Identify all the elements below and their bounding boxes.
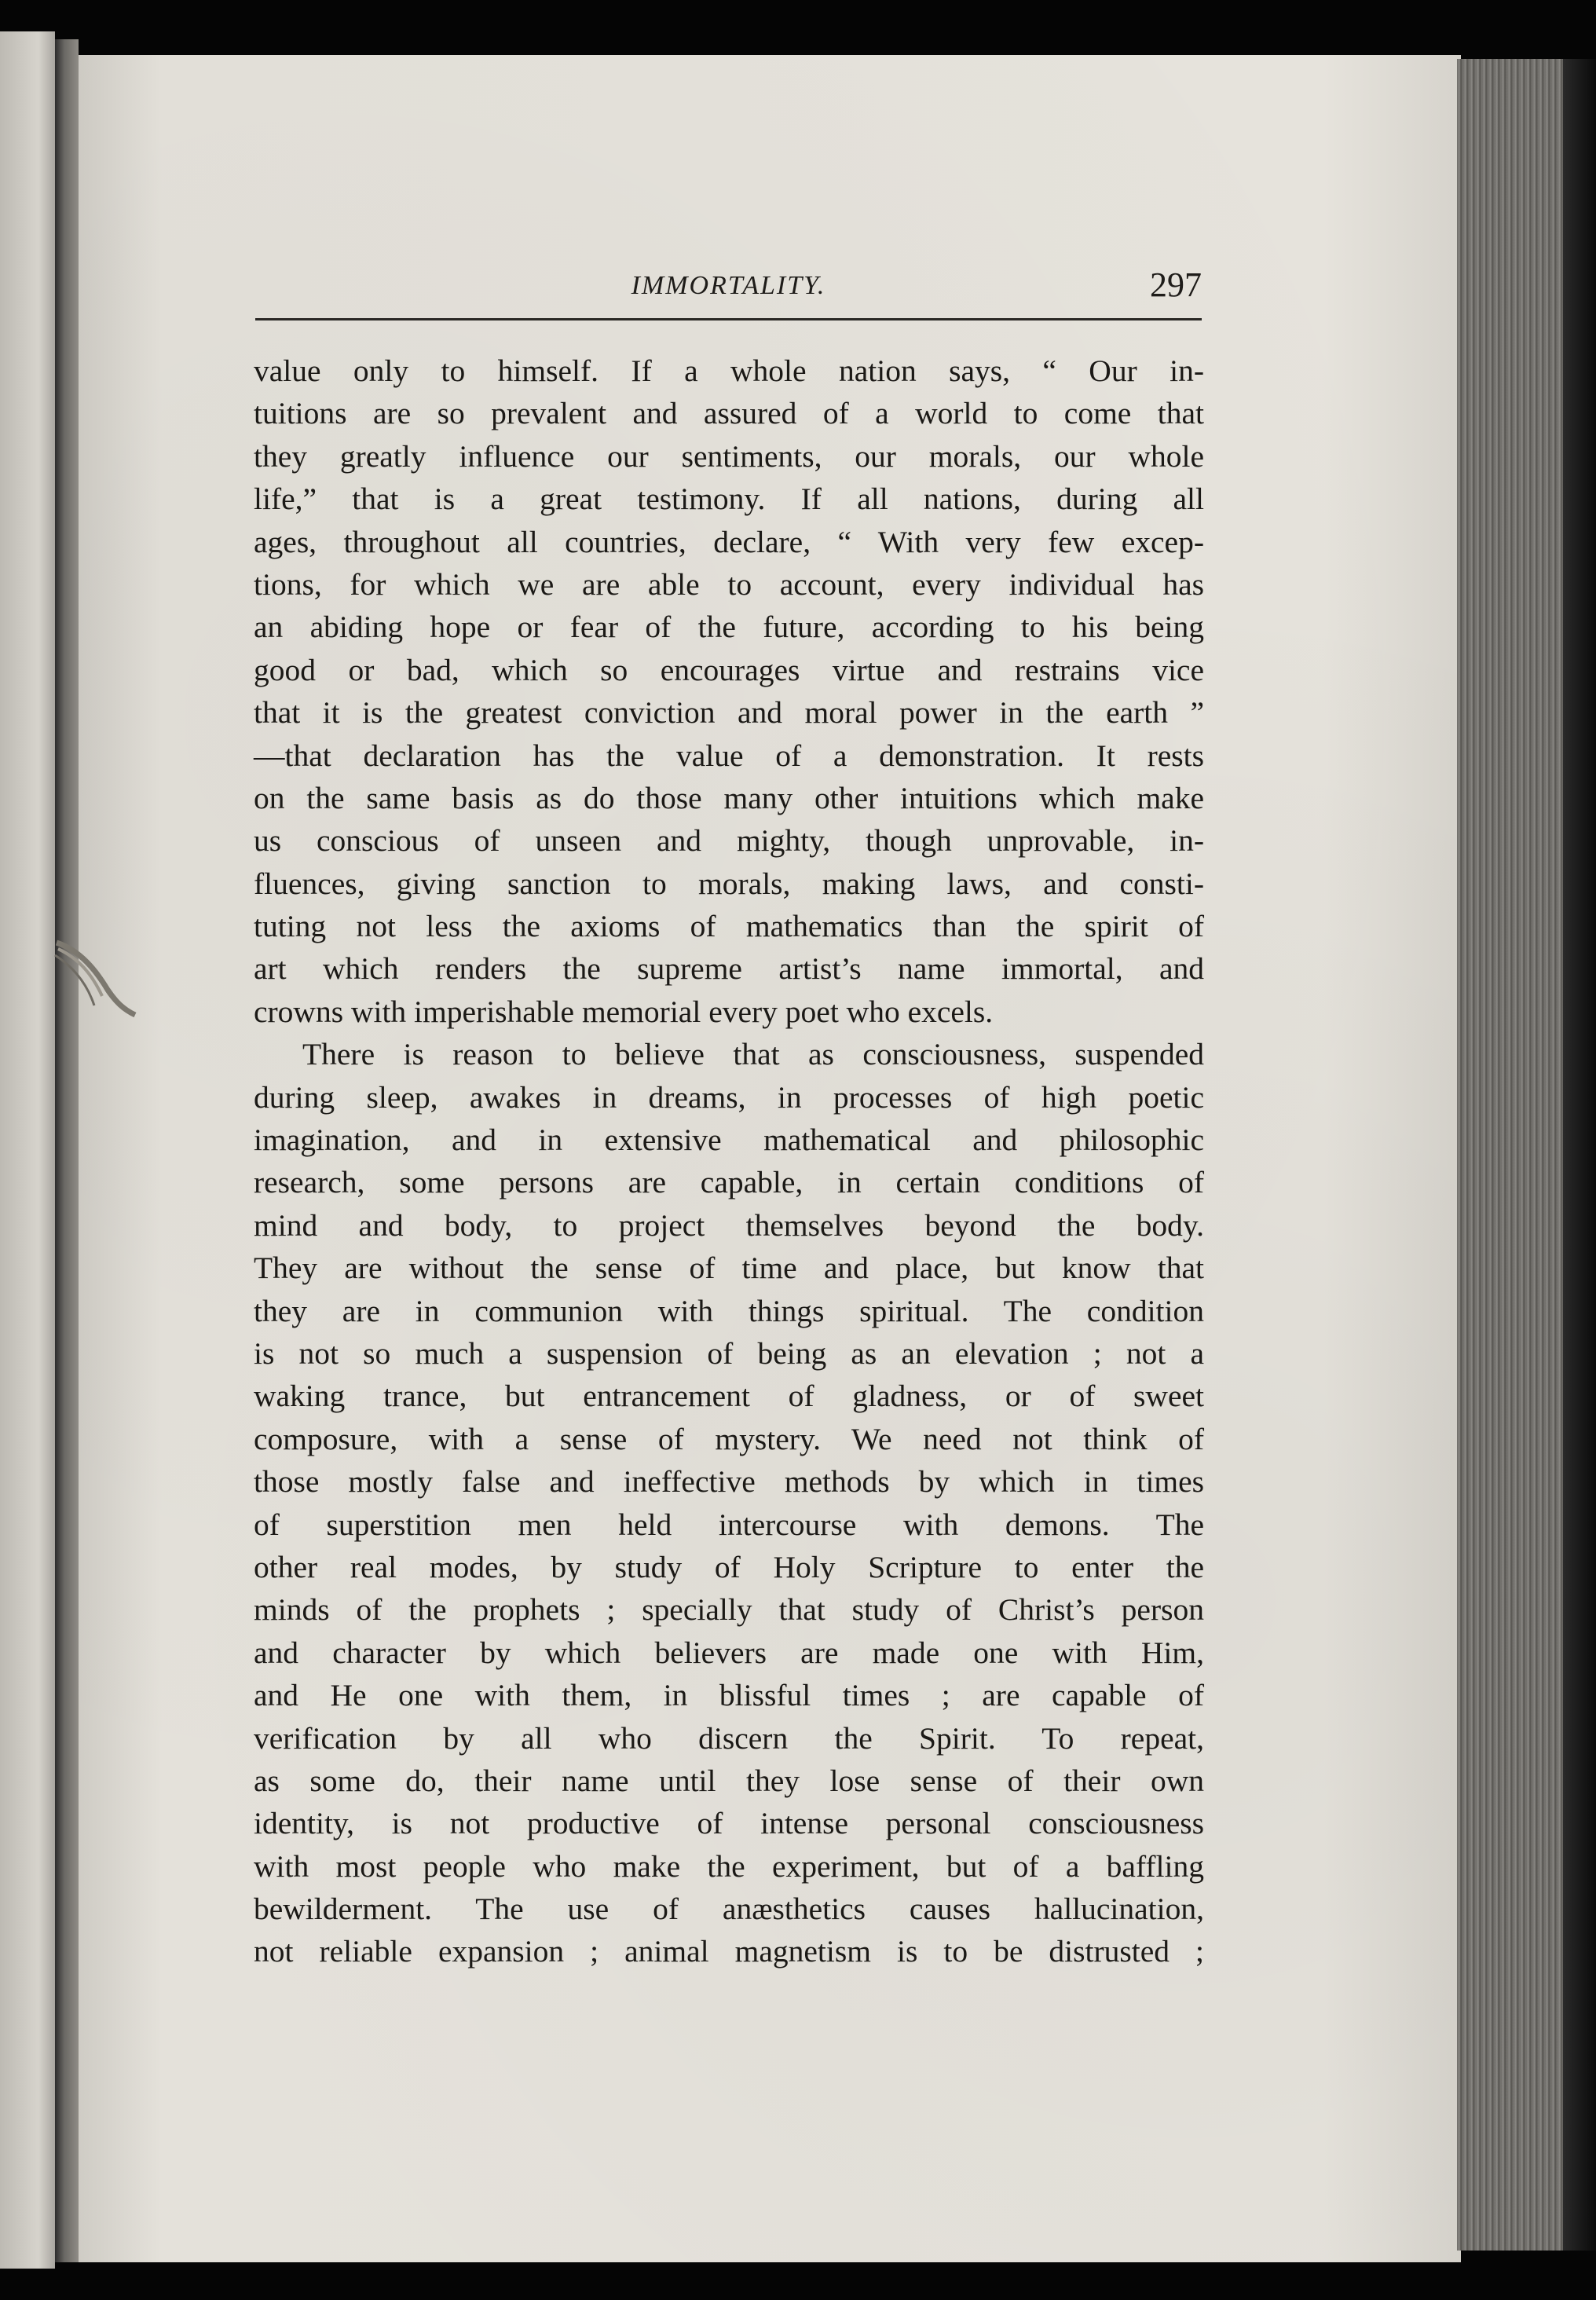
text-line: fluences, giving sanction to morals, making laws, and consti-	[254, 866, 1204, 901]
text-line: other real modes, by study of Holy Scripture to enter the	[254, 1549, 1204, 1584]
text-line: they greatly influence our sentiments, our morals, our whole	[254, 438, 1204, 474]
text-line: that it is the greatest conviction and moral power in the earth ”	[254, 695, 1204, 731]
text-line: ages, throughout all countries, declare, “ With very few excep-	[254, 524, 1204, 559]
running-head	[255, 266, 1202, 318]
text-line: minds of the prophets ; specially that study of Christ’s person	[254, 1592, 1204, 1628]
text-line: waking trance, but entrancement of gladness, or of sweet	[254, 1379, 1204, 1414]
text-line: tuitions are so prevalent and assured of a world to come that	[254, 396, 1204, 431]
text-line: mind and body, to project themselves beyond the body.	[254, 1207, 1204, 1243]
header-rule	[255, 318, 1202, 320]
text-line: research, some persons are capable, in certain conditions of	[254, 1165, 1204, 1200]
text-line: those mostly false and ineffective methods by which in times	[254, 1464, 1204, 1500]
text-line: identity, is not productive of intense personal consciousness	[254, 1806, 1204, 1841]
book-gutter	[55, 39, 79, 2262]
text-line: bewilderment. The use of anæsthetics causes hallucination,	[254, 1892, 1204, 1927]
text-line: with most people who make the experiment, but of a baffling	[254, 1848, 1204, 1884]
text-line: of superstition men held intercourse with demons. The	[254, 1507, 1204, 1542]
text-line: art which renders the supreme artist’s name immortal, and	[254, 951, 1204, 987]
text-line: crowns with imperishable memorial every poet who excels.	[254, 994, 994, 1029]
text-line: There is reason to believe that as consciousness, suspended	[302, 1037, 1204, 1072]
page-number: 297	[1150, 266, 1202, 304]
binding-thread-icon	[49, 927, 143, 1021]
text-line: imagination, and in extensive mathematical and philosophic	[254, 1123, 1204, 1158]
text-line: is not so much a suspension of being as an elevation ; not a	[254, 1335, 1204, 1371]
text-line: They are without the sense of time and place, but know that	[254, 1251, 1204, 1286]
text-line: life,” that is a great testimony. If all nations, during all	[254, 482, 1204, 517]
body-text	[254, 350, 1204, 1973]
text-line: and He one with them, in blissful times ; are capable of	[254, 1678, 1204, 1713]
text-line: as some do, their name until they lose sense of their own	[254, 1763, 1204, 1798]
text-line: on the same basis as do those many other intuitions which make	[254, 780, 1204, 815]
text-line: —that declaration has the value of a demonstration. It rests	[254, 738, 1204, 773]
text-line: us conscious of unseen and mighty, though unprovable, in-	[254, 823, 1204, 859]
text-line: during sleep, awakes in dreams, in processes of high poetic	[254, 1079, 1204, 1115]
page-stack-edges	[1457, 59, 1567, 2251]
text-line: they are in communion with things spiritual. The condition	[254, 1293, 1204, 1328]
text-line: good or bad, which so encourages virtue and restrains vice	[254, 652, 1204, 687]
text-line: an abiding hope or fear of the future, according to his being	[254, 610, 1204, 645]
text-line: not reliable expansion ; animal magnetism is to be distrusted ;	[254, 1934, 1204, 1969]
text-line: tuting not less the axioms of mathematics than the spirit of	[254, 909, 1204, 944]
text-line: tions, for which we are able to account, every individual has	[254, 566, 1204, 602]
text-line: and character by which believers are made one with Him,	[254, 1635, 1204, 1670]
page-stack-shadow	[1563, 59, 1596, 2251]
text-line: value only to himself. If a whole nation says, “ Our in-	[254, 353, 1204, 388]
text-line: composure, with a sense of mystery. We need not think of	[254, 1421, 1204, 1456]
text-line: verification by all who discern the Spirit. To repeat,	[254, 1720, 1204, 1756]
previous-page-edge	[0, 31, 55, 2269]
running-title: IMMORTALITY.	[631, 271, 826, 300]
